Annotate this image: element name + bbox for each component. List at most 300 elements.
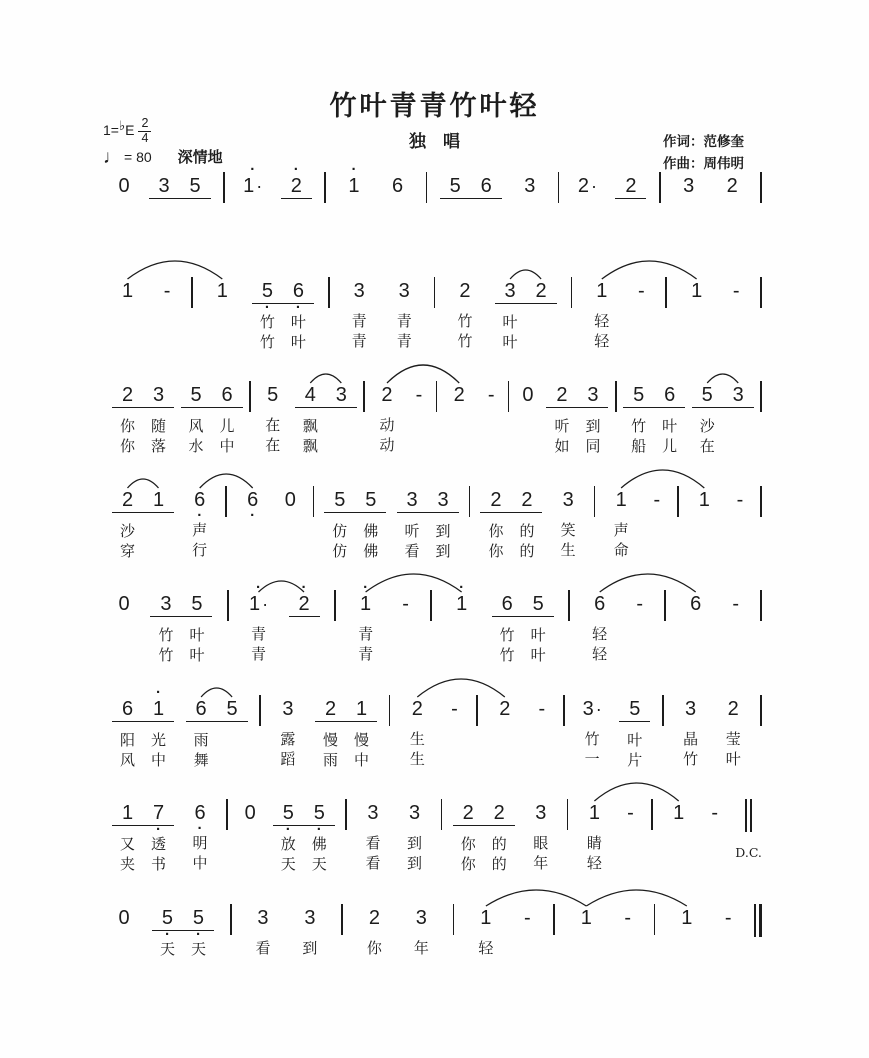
- lyric-verse-2: 佛: [363, 542, 379, 560]
- octave-dot-above: [689, 686, 693, 699]
- note: [577, 372, 608, 457]
- octave-dot-below: [453, 199, 457, 208]
- key-prefix: 1=: [103, 122, 119, 139]
- lyric-verse-2: [352, 227, 356, 247]
- note-digit: 2: [411, 697, 423, 720]
- octave-dot-below: [489, 407, 493, 416]
- note-digit: -: [451, 697, 458, 720]
- beamed-group: [112, 790, 174, 875]
- octave-dot-below: [619, 512, 623, 521]
- note: [112, 477, 143, 562]
- lyric-verse-1: [122, 207, 126, 227]
- note: [523, 581, 554, 666]
- octave-dot-below: [339, 408, 343, 417]
- note: [579, 790, 610, 874]
- beamed-group: [692, 372, 754, 457]
- lyric-verse-2: 一: [584, 750, 600, 768]
- octave-dot-below: [628, 825, 632, 834]
- octave-dot-below: [352, 198, 356, 207]
- lyric-verse-2: 青: [251, 646, 267, 663]
- octave-dot-above: [685, 895, 689, 908]
- octave-dot-above: [452, 686, 456, 699]
- beamed-group: [480, 477, 542, 562]
- lyric-verse-1: [526, 416, 530, 436]
- note: [207, 268, 238, 352]
- lyric-verse-1: [685, 939, 689, 959]
- song-title: 竹叶青青竹叶轻: [329, 91, 540, 121]
- lyric-verse-2: 儿: [662, 438, 678, 455]
- note-digit: 1: [360, 593, 372, 615]
- lyric-verse-1: 竹: [158, 627, 174, 644]
- note: [723, 372, 754, 457]
- note: [586, 268, 617, 352]
- lyric-verse-2: 蹈: [280, 750, 296, 768]
- expression-marking: 深情地: [177, 148, 223, 166]
- note-digit: 1: [615, 488, 627, 511]
- lyric-verse-2: [738, 541, 742, 561]
- note-digit: 1: [588, 802, 600, 824]
- barline: [249, 381, 251, 412]
- octave-dot-below: [539, 825, 543, 834]
- lyric-verse-1: [230, 731, 234, 751]
- octave-dot-below: [125, 513, 129, 522]
- note-digit: 2: [453, 384, 465, 406]
- barline: [453, 904, 455, 935]
- lyric-verse-1: [638, 625, 642, 645]
- octave-dot-below: [528, 198, 532, 207]
- lyric-verse-2: [702, 541, 706, 561]
- octave-dot-below: [417, 407, 421, 416]
- beamed-group: [186, 686, 248, 771]
- octave-dot-below: [122, 930, 126, 939]
- lyric-verse-2: [457, 436, 461, 456]
- key-tonic: E: [125, 122, 135, 139]
- beamed-group: [112, 683, 174, 771]
- note-digit: 1: [673, 802, 685, 824]
- octave-dot-below: [156, 722, 160, 731]
- lyric-verse-2: 到: [407, 855, 423, 872]
- lyric-verse-2: [302, 646, 306, 666]
- note-digit: 1: [346, 699, 377, 722]
- lyric-verse-2: 看: [404, 542, 420, 560]
- lyric-verse-2: 穿: [119, 542, 135, 560]
- note-digit: 1: [216, 279, 228, 302]
- lyric-verse-2: [628, 854, 632, 874]
- note-digit: 5: [692, 385, 723, 408]
- barline: [434, 277, 436, 308]
- note-digit: -: [487, 384, 495, 406]
- flat-icon: ♭: [118, 117, 126, 133]
- note-digit: -: [415, 384, 423, 406]
- note: [673, 163, 704, 247]
- note-digit: 3: [524, 175, 536, 197]
- lyric-verse-2: [484, 228, 488, 248]
- note-digit: 6: [492, 594, 523, 617]
- octave-dot-above: [156, 477, 160, 490]
- octave-dot-below: [494, 513, 498, 522]
- barline: [571, 277, 573, 308]
- lyric-verse-1: 在: [265, 417, 281, 434]
- octave-dot-below: [626, 930, 630, 939]
- octave-dot-above: [731, 686, 735, 699]
- note: [717, 163, 748, 247]
- note-digit: 3: [685, 697, 697, 720]
- octave-dot-below: [525, 930, 529, 939]
- composer-credit: 作曲：周伟明: [663, 155, 744, 171]
- barline: [760, 172, 762, 203]
- lyric-verse-2: [528, 227, 532, 247]
- note: [489, 686, 520, 770]
- lyric-verse-2: 看: [365, 855, 381, 872]
- lyric-verse-1: 天: [190, 940, 206, 958]
- lyric-verse-1: 竹: [631, 418, 647, 435]
- octave-dot-below: [585, 198, 589, 207]
- octave-dot-below: [294, 199, 298, 208]
- note: [294, 895, 325, 979]
- lyric-verse-1: 阳: [119, 731, 135, 749]
- lyric-verse-2: [540, 750, 544, 770]
- lyric-verse-2: [230, 751, 234, 771]
- octave-dot-below: [503, 721, 507, 730]
- duration-dash: [517, 895, 537, 979]
- barline: [594, 486, 596, 517]
- octave-dot-above: [619, 477, 623, 490]
- lyric-verse-1: [484, 208, 488, 228]
- lyric-verse-2: 叶: [530, 647, 546, 664]
- note-digit: 6: [212, 385, 243, 408]
- note-digit: 5: [619, 699, 650, 722]
- lyric-verse-2: 风: [119, 751, 135, 769]
- note: [112, 790, 143, 875]
- note-digit: -: [523, 906, 531, 929]
- barline: [469, 486, 471, 517]
- octave-dot-above: [165, 268, 169, 281]
- lyric-verse-2: [196, 960, 200, 980]
- duration-dash: [618, 895, 638, 979]
- duration-dash: [620, 790, 640, 874]
- note-row: [112, 163, 762, 248]
- octave-dot-below: [736, 408, 740, 417]
- lyric-verse-1: 青: [358, 626, 374, 643]
- note: [143, 477, 174, 562]
- octave-dot-below: [125, 408, 129, 417]
- lyric-verse-1: 睛: [586, 835, 602, 852]
- note-digit: 1: [112, 803, 143, 826]
- barline: [426, 172, 428, 203]
- note-row: [112, 372, 762, 457]
- lyric-verse-2: 青: [358, 646, 374, 663]
- note: [671, 895, 702, 979]
- note-digit: 5: [267, 384, 279, 406]
- octave-dot-below: [395, 198, 399, 207]
- lyric-verse-1: [248, 834, 252, 854]
- music-line-4: [112, 477, 762, 582]
- barline: [223, 172, 225, 203]
- octave-dot-below: [415, 721, 419, 730]
- lyric-verse-1: 儿: [219, 418, 235, 435]
- octave-dot-below: [452, 721, 456, 730]
- lyric-verse-1: [125, 312, 129, 332]
- octave-dot-below: [637, 408, 641, 417]
- octave-dot-below: [738, 512, 742, 521]
- lyric-verse-1: 莹: [725, 730, 741, 748]
- octave-dot-above: [503, 686, 507, 699]
- lyric-verse-2: [372, 959, 376, 979]
- octave-dot-above: [359, 686, 363, 699]
- lyric-verse-1: 声: [192, 521, 208, 539]
- lyric-verse-2: 天: [280, 856, 296, 873]
- lyric-verse-2: 的: [491, 856, 507, 873]
- note-digit: -: [624, 906, 632, 929]
- note: [152, 895, 183, 980]
- lyric-verse-2: 在: [699, 438, 715, 455]
- octave-dot-below: [694, 616, 698, 625]
- note: [525, 790, 556, 874]
- octave-dot-above: [738, 477, 742, 490]
- octave-dot-below: [702, 512, 706, 521]
- augmentation-dot: ·: [591, 176, 597, 196]
- note-digit: 5: [304, 803, 335, 826]
- lyric-verse-1: 竹: [259, 313, 275, 331]
- lyric-verse-2: 青: [351, 332, 367, 350]
- octave-dot-below: ·: [197, 820, 203, 837]
- lyric-verse-1: [736, 417, 740, 437]
- octave-dot-below: [164, 617, 168, 626]
- octave-dot-above: [639, 268, 643, 281]
- octave-dot-above: [419, 895, 423, 908]
- octave-dot-below: [338, 513, 342, 522]
- note-row: [112, 581, 762, 666]
- note-digit: 0: [118, 593, 130, 615]
- note-digit: 2: [546, 385, 577, 408]
- note: [526, 268, 557, 353]
- octave-dot-above: ·: [256, 579, 262, 596]
- time-signature-denominator: 4: [141, 130, 149, 145]
- note: [615, 163, 646, 248]
- beamed-group: [324, 477, 386, 562]
- note-digit: -: [732, 593, 740, 615]
- lyric-verse-1: [453, 208, 457, 228]
- octave-dot-above: [251, 477, 255, 490]
- lyric-verse-2: [730, 227, 734, 247]
- note: [283, 268, 314, 353]
- note: [428, 477, 459, 562]
- lyric-verse-2: 竹: [683, 750, 699, 768]
- octave-dot-above: [626, 895, 630, 908]
- note: [112, 268, 143, 352]
- beamed-group: [295, 372, 357, 457]
- note: [143, 372, 174, 457]
- note: [295, 372, 326, 457]
- note-digit: -: [732, 279, 740, 302]
- lyric-verse-2: [122, 227, 126, 247]
- note-digit: 2: [459, 279, 471, 302]
- lyric-verse-2: 叶: [189, 647, 205, 664]
- octave-dot-above: [410, 477, 414, 490]
- lyric-verse-2: 到: [435, 542, 451, 560]
- octave-dot-below: [497, 826, 501, 835]
- lyric-verse-1: 佛: [311, 836, 327, 853]
- rest-note: [278, 477, 302, 561]
- note: [402, 686, 433, 770]
- note-digit: 7: [143, 803, 174, 826]
- octave-dot-below: [685, 930, 689, 939]
- lyric-verse-2: 夹: [119, 856, 135, 873]
- beamed-group: [453, 790, 515, 875]
- lyric-verse-2: [125, 332, 129, 352]
- lyric-verse-2: [417, 436, 421, 456]
- lyric-verse-1: 眼: [533, 835, 549, 852]
- lyric-verse-1: 叶: [502, 313, 518, 331]
- note: [654, 372, 685, 457]
- note: [237, 163, 268, 247]
- note: [371, 372, 402, 456]
- note-digit: 2: [499, 697, 511, 720]
- octave-dot-below: [540, 721, 544, 730]
- beamed-group: [152, 895, 214, 980]
- barline: [226, 799, 228, 830]
- octave-dot-below: [705, 408, 709, 417]
- octave-dot-below: [308, 408, 312, 417]
- beamed-group: [181, 372, 243, 457]
- octave-dot-below: [165, 303, 169, 312]
- lyric-verse-2: 叶: [502, 333, 518, 351]
- duration-dash: [718, 895, 738, 979]
- note-digit: 5: [217, 699, 248, 722]
- barline: [191, 277, 193, 308]
- octave-dot-below: [590, 721, 594, 730]
- note-digit: -: [736, 488, 744, 511]
- octave-dot-below: [726, 930, 730, 939]
- octave-dot-above: [415, 686, 419, 699]
- lyric-verse-2: [453, 228, 457, 248]
- octave-dot-below: [288, 512, 292, 521]
- note-digit: 3: [353, 279, 365, 302]
- lyric-verse-1: 叶: [662, 418, 678, 435]
- note: [514, 163, 545, 247]
- lyric-verse-1: [165, 312, 169, 332]
- lyric-verse-1: 的: [491, 836, 507, 853]
- note-digit: 1: [698, 488, 710, 511]
- octave-dot-above: [566, 477, 570, 490]
- note: [181, 372, 212, 457]
- note: [112, 372, 143, 457]
- note-digit: 3: [149, 176, 180, 199]
- octave-dot-below: [248, 825, 252, 834]
- lyric-verse-2: [638, 645, 642, 665]
- note: [355, 477, 386, 562]
- barline: [230, 904, 232, 935]
- lyric-verse-2: [626, 959, 630, 979]
- note: [680, 581, 711, 665]
- barline: [760, 695, 762, 726]
- note-digit: 1: [596, 279, 608, 302]
- octave-dot-below: [638, 616, 642, 625]
- lyric-verse-1: [528, 207, 532, 227]
- note-digit: 2 ·: [577, 175, 597, 197]
- lyric-verse-1: 看: [365, 835, 381, 852]
- lyric-verse-1: 竹: [584, 730, 600, 748]
- note: [184, 477, 215, 561]
- augmentation-dot: ·: [595, 698, 602, 719]
- note-digit: 6: [594, 593, 606, 615]
- note-digit: 1: [121, 279, 134, 302]
- note: [186, 686, 217, 771]
- octave-dot-above: [695, 268, 699, 281]
- octave-dot-below: [364, 616, 368, 625]
- barline: [227, 590, 229, 621]
- octave-dot-below: [677, 825, 681, 834]
- lyric-verse-1: [457, 416, 461, 436]
- lyric-verse-1: 动: [379, 417, 395, 434]
- lyric-verse-2: [694, 645, 698, 665]
- lyric-verse-1: 轻: [592, 626, 608, 643]
- barline: [363, 381, 365, 412]
- barline: [436, 381, 438, 412]
- lyric-verse-2: 的: [519, 542, 535, 560]
- duration-dash: [396, 581, 416, 665]
- lyric-verse-2: [251, 227, 255, 247]
- double-barline: [735, 799, 762, 860]
- barline: [760, 590, 762, 621]
- lyric-verse-2: [165, 332, 169, 352]
- lyric-verse-2: [251, 541, 255, 561]
- octave-dot-above: [357, 268, 361, 281]
- octave-dot-above: [590, 686, 594, 699]
- octave-dot-below: [536, 617, 540, 626]
- note-digit: 3: [562, 488, 574, 511]
- note-digit: 6: [654, 385, 685, 408]
- lyric-verse-2: [695, 332, 699, 352]
- octave-dot-below: [592, 825, 596, 834]
- octave-dot-above: [286, 686, 290, 699]
- note-digit: 1: [143, 490, 174, 513]
- note-row: [112, 268, 762, 353]
- lyric-verse-1: 沙: [119, 522, 135, 540]
- octave-dot-below: [371, 825, 375, 834]
- barline: [558, 172, 560, 203]
- augmentation-dot: ·: [262, 594, 269, 614]
- lyric-verse-2: [403, 645, 407, 665]
- lyric-verse-1: [294, 208, 298, 228]
- note-digit: 6: [471, 176, 502, 199]
- note-digit: 2: [726, 175, 738, 197]
- octave-dot-above: [288, 477, 292, 490]
- lyric-verse-2: 中: [354, 751, 370, 769]
- lyric-verse-1: 慢: [323, 731, 339, 749]
- lyric-verse-2: 竹: [457, 332, 473, 350]
- barline: [328, 277, 330, 308]
- note: [344, 268, 375, 352]
- barline: [677, 486, 679, 517]
- barline: [662, 695, 664, 726]
- note-digit: 2: [727, 697, 739, 720]
- note-digit: -: [627, 802, 634, 824]
- lyric-verse-1: [162, 208, 166, 228]
- lyric-verse-1: 飘: [302, 418, 318, 435]
- note: [623, 372, 654, 457]
- note-digit: 0: [244, 802, 256, 824]
- note-digit: 1: [143, 699, 174, 722]
- note: [304, 790, 335, 875]
- octave-dot-below: [125, 826, 129, 835]
- duration-dash: [409, 372, 429, 456]
- barline: [334, 590, 336, 621]
- barline: [665, 277, 667, 308]
- note: [495, 268, 526, 353]
- octave-dot-above: [122, 895, 126, 908]
- lyric-verse-2: [734, 645, 738, 665]
